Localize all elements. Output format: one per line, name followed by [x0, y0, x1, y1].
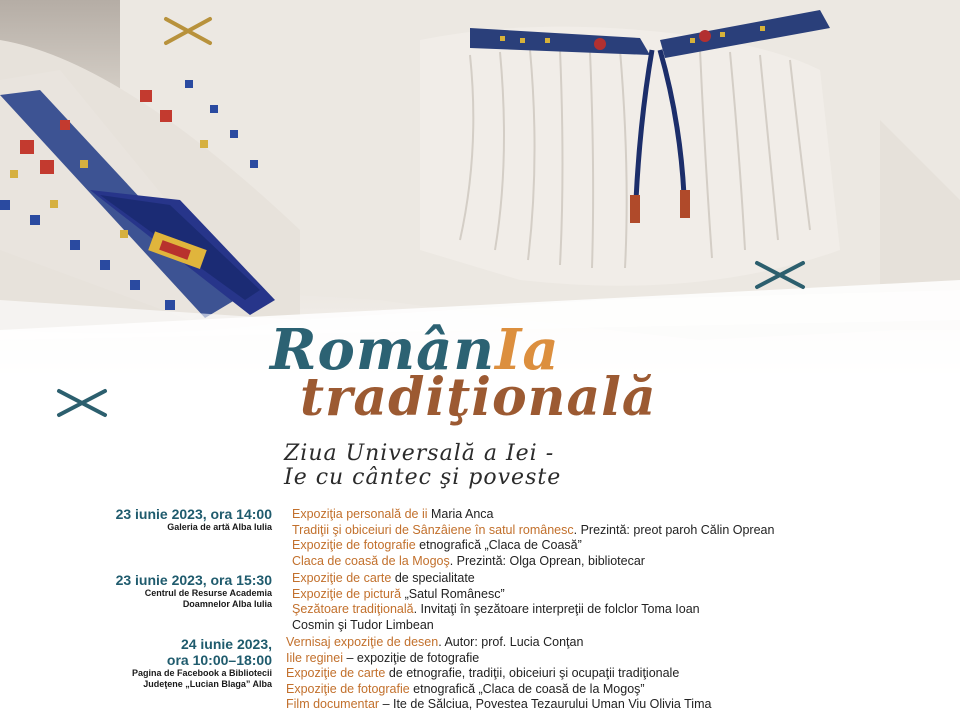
event-3-date-line-2: ora 10:00–18:00: [166, 652, 272, 668]
title-ia: Ia: [495, 317, 560, 383]
event-1-date-block: [12, 506, 272, 533]
list-item: Expoziţie de carte de specialitate: [292, 571, 475, 585]
event-3-items: [286, 635, 711, 713]
event-2-place-line-1: Centrul de Resurse Academia: [144, 588, 272, 598]
list-item: Expoziţie de fotografie etnografică „Claca de Coasă”: [292, 538, 582, 552]
orange-cross-icon: [163, 16, 213, 46]
event-2-date: 23 iunie 2023, ora 15:30: [115, 572, 272, 588]
event-1-items: [292, 507, 774, 569]
title-roman: Român: [270, 317, 496, 383]
list-item: Expoziţia personală de ii Maria Anca: [292, 507, 494, 521]
event-3-place-line-1: Pagina de Facebook a Bibliotecii: [131, 668, 272, 678]
list-item: Expoziţie de pictură „Satul Românesc”: [292, 586, 505, 601]
subtitle-line-1: Ziua Universală a Iei -: [284, 441, 555, 466]
list-item: Iile reginei – expoziţie de fotografie: [286, 650, 480, 665]
list-item: Claca de coasă de la Mogoş. Prezintă: Olga Oprean, bibliotecar: [292, 553, 645, 568]
title-traditionala: tradiţională: [300, 367, 657, 428]
event-3-place-line-2: Judeţene „Lucian Blaga” Alba: [143, 679, 272, 689]
list-item: Vernisaj expoziţie de desen. Autor: prof. Lucia Conţan: [286, 635, 584, 649]
list-item: Expoziţie de carte de etnografie, tradiţii, obiceiuri şi ocupaţii tradiţionale: [286, 666, 680, 680]
event-2-place-line-2: Doamnelor Alba Iulia: [182, 599, 272, 609]
list-item: Expoziţie de fotografie etnografică „Claca de coasă de la Mogoş”: [286, 681, 645, 696]
list-item: Şezătoare tradiţională. Invitaţi în şezătoare interpreţii de folclor Toma Ioan: [292, 602, 700, 616]
event-3-date-line-1: 24 iunie 2023,: [180, 636, 272, 652]
blue-cross-icon: [56, 388, 108, 418]
event-3-date-block: [12, 636, 272, 690]
list-item: Tradiţii şi obiceiuri de Sânzâiene în satul românesc. Prezintă: preot paroh Călin Oprean: [292, 522, 775, 537]
event-2-date-block: [12, 572, 272, 610]
list-item: Cosmin şi Tudor Limbean: [292, 617, 434, 632]
teal-cross-icon: [754, 260, 806, 290]
subtitle-line-2: Ie cu cântec şi poveste: [284, 465, 562, 490]
event-2-items: [292, 571, 700, 633]
event-1-place: Galeria de artă Alba Iulia: [167, 522, 272, 532]
event-1-date: 23 iunie 2023, ora 14:00: [115, 506, 272, 522]
subtitle: [284, 442, 561, 490]
list-item: Film documentar – Ite de Sălciua, Povestea Tezaurului Uman Viu Olivia Tima: [286, 697, 712, 711]
